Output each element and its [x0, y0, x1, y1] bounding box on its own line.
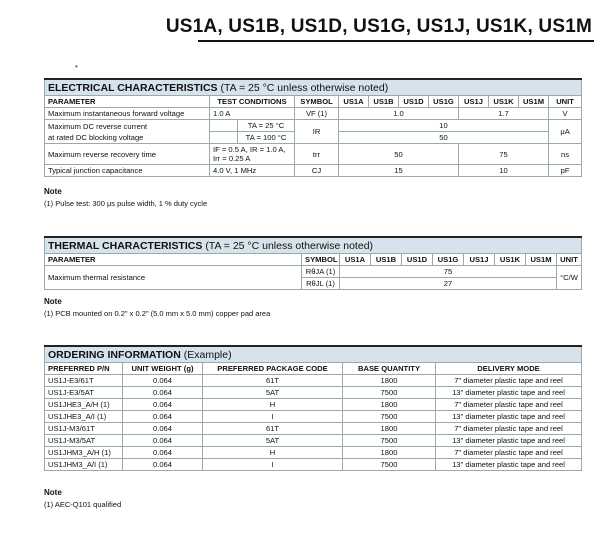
ordering-cell-weight: 0.064: [123, 375, 203, 387]
th-col-us1m: US1M: [526, 254, 557, 266]
ordering-subtitle: (Example): [183, 348, 232, 361]
thermal-title: THERMAL CHARACTERISTICS: [48, 239, 203, 252]
col-us1g: US1G: [429, 96, 459, 108]
th-col-us1k: US1K: [495, 254, 526, 266]
thermal-symbol-1: RθJA (1): [302, 266, 340, 278]
ordering-cell-package: H: [203, 447, 343, 459]
thermal-condition: (TA = 25 °C unless otherwise noted): [205, 239, 374, 252]
ordering-cell-delivery: 13" diameter plastic tape and reel: [436, 387, 582, 399]
ordering-note: (1) AEC-Q101 qualified: [44, 500, 122, 509]
trr-cond-line2: Irr = 0.25 A: [213, 154, 251, 163]
electrical-note: (1) Pulse test: 300 μs pulse width, 1 % duty cycle: [44, 199, 208, 208]
ir-symbol: IR: [295, 120, 339, 144]
ordering-row: [45, 447, 582, 459]
ord-col-weight: UNIT WEIGHT (g): [123, 363, 203, 375]
thermal-unit: °C/W: [557, 266, 582, 290]
th-col-us1g: US1G: [433, 254, 464, 266]
ordering-cell-pn: US1JHE3_A/I (1): [45, 411, 123, 423]
ordering-cell-delivery: 7" diameter plastic tape and reel: [436, 375, 582, 387]
ordering-cell-weight: 0.064: [123, 399, 203, 411]
title-rule: [198, 40, 594, 42]
ordering-row: [45, 459, 582, 471]
ord-col-pn: PREFERRED P/N: [45, 363, 123, 375]
vf-unit: V: [549, 108, 582, 120]
col-us1m: US1M: [519, 96, 549, 108]
trr-unit: ns: [549, 144, 582, 165]
electrical-table: [44, 78, 582, 177]
electrical-condition: (TA = 25 °C unless otherwise noted): [220, 81, 389, 94]
ordering-cell-quantity: 1800: [343, 447, 436, 459]
ordering-row: [45, 423, 582, 435]
ordering-cell-quantity: 7500: [343, 459, 436, 471]
thermal-note: (1) PCB mounted on 0.2" x 0.2" (5.0 mm x 5.0 mm) copper pad area: [44, 309, 271, 318]
ordering-cell-delivery: 13" diameter plastic tape and reel: [436, 459, 582, 471]
th-col-parameter: PARAMETER: [45, 254, 302, 266]
ordering-cell-quantity: 7500: [343, 411, 436, 423]
thermal-value-1: 75: [340, 266, 557, 278]
thermal-param: Maximum thermal resistance: [45, 266, 302, 290]
th-col-symbol: SYMBOL: [302, 254, 340, 266]
cj-value-1: 15: [339, 165, 459, 177]
th-col-us1a: US1A: [340, 254, 371, 266]
ordering-cell-quantity: 1800: [343, 423, 436, 435]
col-unit: UNIT: [549, 96, 582, 108]
col-us1d: US1D: [399, 96, 429, 108]
cj-param: Typical junction capacitance: [45, 165, 210, 177]
ord-col-quantity: BASE QUANTITY: [343, 363, 436, 375]
electrical-caption: [45, 79, 582, 96]
thermal-symbol-2: RθJL (1): [302, 278, 340, 290]
ir-cond-2: TA = 100 °C: [238, 132, 295, 144]
trr-cond-line1: IF = 0.5 A, IR = 1.0 A,: [213, 145, 286, 154]
ordering-row: [45, 387, 582, 399]
vf-value-2: 1.7: [459, 108, 549, 120]
ordering-cell-pn: US1JHE3_A/H (1): [45, 399, 123, 411]
ordering-row: [45, 399, 582, 411]
ord-col-package: PREFERRED PACKAGE CODE: [203, 363, 343, 375]
thermal-table: [44, 236, 582, 290]
ordering-cell-package: 61T: [203, 423, 343, 435]
ir-cond-spacer: [210, 120, 238, 132]
col-us1b: US1B: [369, 96, 399, 108]
ordering-cell-quantity: 7500: [343, 387, 436, 399]
trr-param: Maximum reverse recovery time: [45, 144, 210, 165]
ordering-cell-package: 5AT: [203, 435, 343, 447]
cj-value-2: 10: [459, 165, 549, 177]
ordering-row: [45, 435, 582, 447]
electrical-title: ELECTRICAL CHARACTERISTICS: [48, 81, 218, 94]
ordering-cell-package: I: [203, 411, 343, 423]
ordering-cell-pn: US1J-E3/5AT: [45, 387, 123, 399]
cj-unit: pF: [549, 165, 582, 177]
bullet-mark: •: [75, 62, 78, 71]
ordering-cell-weight: 0.064: [123, 435, 203, 447]
ordering-cell-quantity: 1800: [343, 375, 436, 387]
ordering-cell-delivery: 13" diameter plastic tape and reel: [436, 435, 582, 447]
th-col-unit: UNIT: [557, 254, 582, 266]
ordering-cell-delivery: 7" diameter plastic tape and reel: [436, 423, 582, 435]
ordering-cell-package: 5AT: [203, 387, 343, 399]
ordering-note-title: Note: [44, 488, 62, 497]
ordering-cell-pn: US1JHM3_A/H (1): [45, 447, 123, 459]
thermal-caption: [45, 237, 582, 254]
ordering-cell-pn: US1J-E3/61T: [45, 375, 123, 387]
ordering-caption: [45, 346, 582, 363]
trr-cond: [210, 144, 295, 165]
ir-param-line2: at rated DC blocking voltage: [48, 132, 144, 142]
cj-symbol: CJ: [295, 165, 339, 177]
ordering-cell-package: H: [203, 399, 343, 411]
ordering-table: [44, 345, 582, 471]
ir-cond-1: TA = 25 °C: [238, 120, 295, 132]
document-title: US1A, US1B, US1D, US1G, US1J, US1K, US1M: [165, 16, 592, 37]
ordering-cell-quantity: 1800: [343, 399, 436, 411]
ir-cond-spacer-2: [210, 132, 238, 144]
trr-value-2: 75: [459, 144, 549, 165]
ord-col-delivery: DELIVERY MODE: [436, 363, 582, 375]
ordering-cell-pn: US1J-M3/61T: [45, 423, 123, 435]
th-col-us1d: US1D: [402, 254, 433, 266]
electrical-note-title: Note: [44, 187, 62, 196]
col-parameter: PARAMETER: [45, 96, 210, 108]
ordering-row: [45, 411, 582, 423]
vf-cond: 1.0 A: [210, 108, 295, 120]
vf-value-1: 1.0: [339, 108, 459, 120]
ordering-cell-package: I: [203, 459, 343, 471]
ir-unit: μA: [549, 120, 582, 144]
ordering-cell-delivery: 7" diameter plastic tape and reel: [436, 399, 582, 411]
ordering-cell-weight: 0.064: [123, 459, 203, 471]
cj-cond: 4.0 V, 1 MHz: [210, 165, 295, 177]
thermal-value-2: 27: [340, 278, 557, 290]
col-symbol: SYMBOL: [295, 96, 339, 108]
ir-param-line1: Maximum DC reverse current: [48, 121, 148, 131]
ordering-cell-weight: 0.064: [123, 411, 203, 423]
thermal-note-title: Note: [44, 297, 62, 306]
ordering-title: ORDERING INFORMATION: [48, 348, 181, 361]
ordering-cell-delivery: 7" diameter plastic tape and reel: [436, 447, 582, 459]
ordering-cell-pn: US1J-M3/5AT: [45, 435, 123, 447]
col-us1j: US1J: [459, 96, 489, 108]
trr-symbol: trr: [295, 144, 339, 165]
ir-value-1: 10: [339, 120, 549, 132]
ordering-cell-delivery: 13" diameter plastic tape and reel: [436, 411, 582, 423]
ordering-cell-weight: 0.064: [123, 423, 203, 435]
ordering-rows: [45, 375, 582, 471]
th-col-us1j: US1J: [464, 254, 495, 266]
col-us1k: US1K: [489, 96, 519, 108]
ordering-cell-quantity: 7500: [343, 435, 436, 447]
vf-param: Maximum instantaneous forward voltage: [45, 108, 210, 120]
ordering-cell-pn: US1JHM3_A/I (1): [45, 459, 123, 471]
ordering-cell-weight: 0.064: [123, 387, 203, 399]
col-us1a: US1A: [339, 96, 369, 108]
th-col-us1b: US1B: [371, 254, 402, 266]
ordering-cell-weight: 0.064: [123, 447, 203, 459]
trr-value-1: 50: [339, 144, 459, 165]
ir-param: [45, 120, 210, 144]
ordering-cell-package: 61T: [203, 375, 343, 387]
col-test-conditions: TEST CONDITIONS: [210, 96, 295, 108]
ordering-row: [45, 375, 582, 387]
vf-symbol: VF (1): [295, 108, 339, 120]
ir-value-2: 50: [339, 132, 549, 144]
